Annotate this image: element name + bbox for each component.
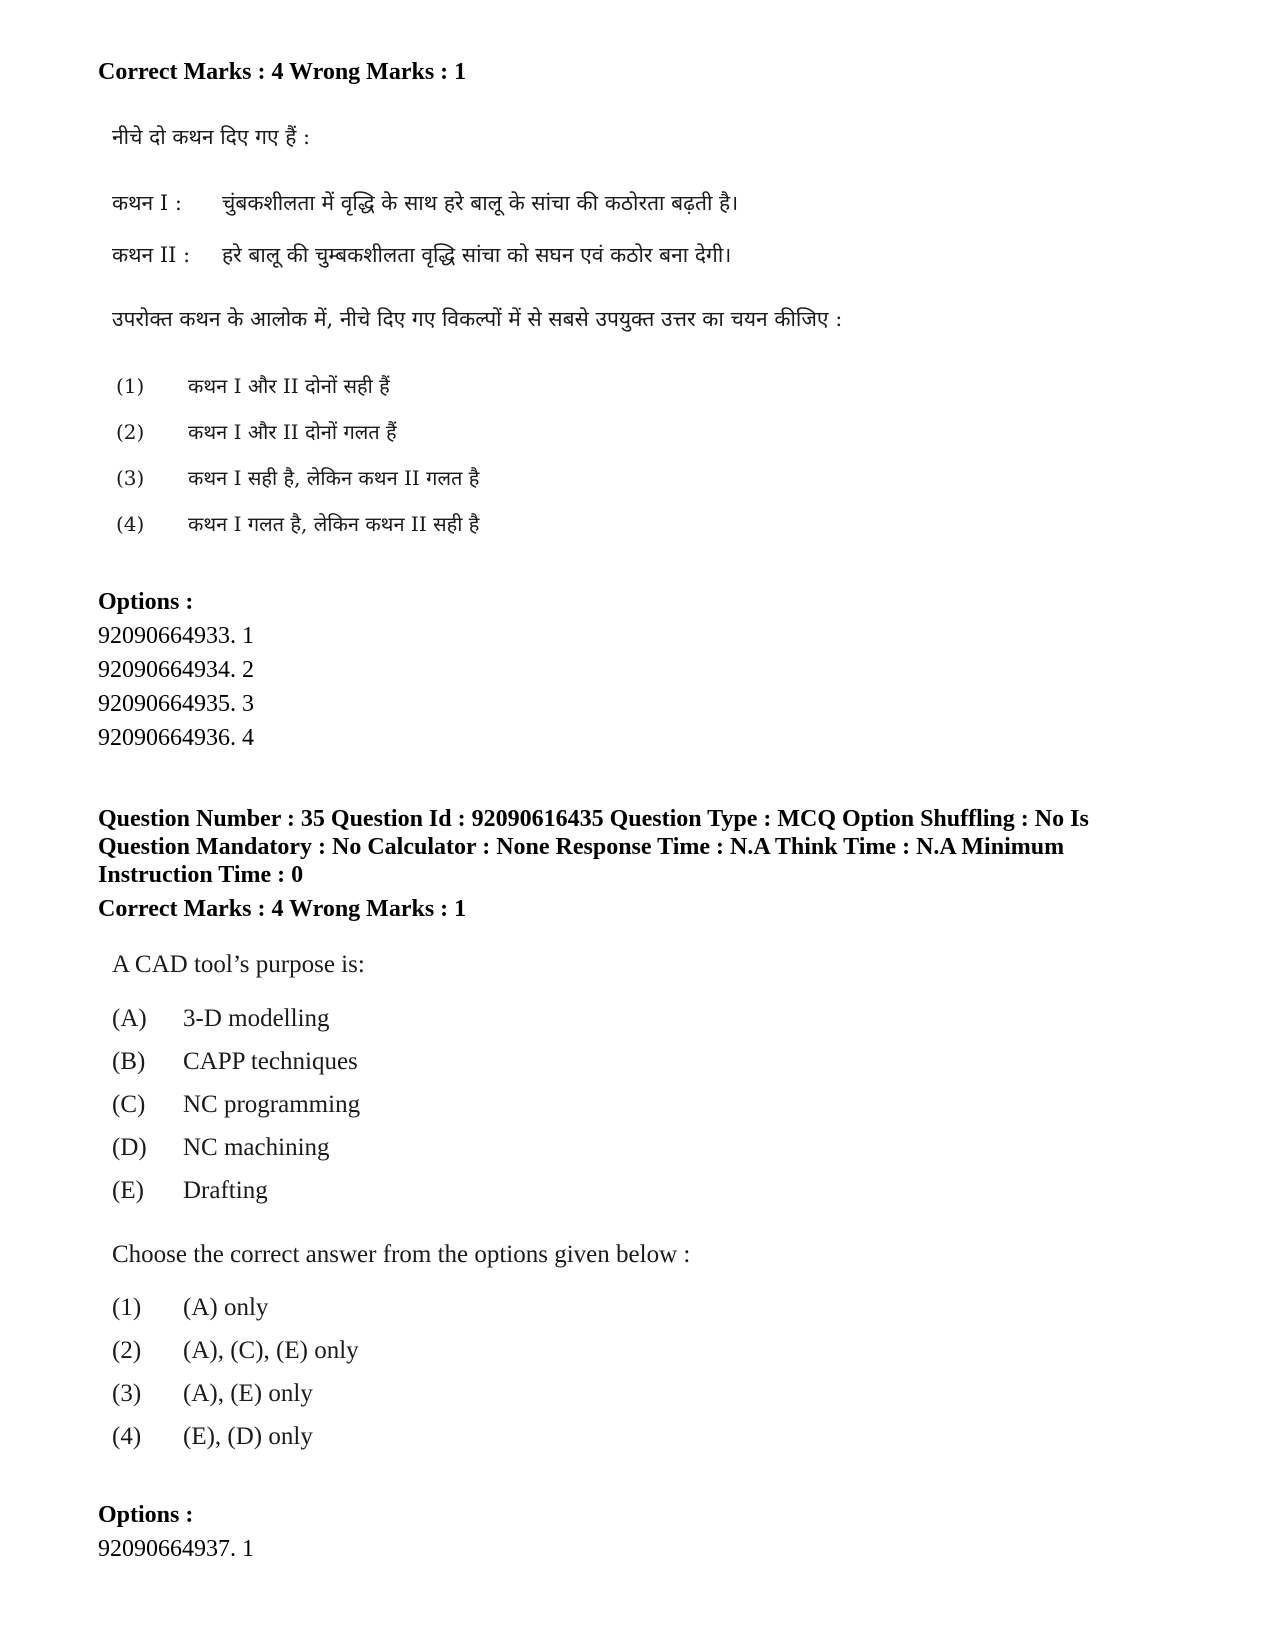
q35-item-a-text: 3-D modelling bbox=[183, 1005, 330, 1032]
q35-choice-1-text: (A) only bbox=[183, 1294, 269, 1321]
q34-intro: नीचे दो कथन दिए गए हैं : bbox=[112, 125, 311, 149]
q35-option-1: 92090664937. 1 bbox=[98, 1536, 254, 1562]
q34-choice-2-num: (2) bbox=[116, 420, 145, 444]
q35-prompt: A CAD tool’s purpose is: bbox=[112, 951, 365, 978]
q35-item-e-label: (E) bbox=[112, 1177, 144, 1204]
q34-options-heading: Options : bbox=[98, 589, 194, 615]
q34-choice-2-text: कथन I और II दोनों गलत हैं bbox=[188, 420, 397, 444]
q34-choice-1-text: कथन I और II दोनों सही हैं bbox=[188, 374, 390, 398]
q34-statement2-label: कथन II : bbox=[112, 243, 191, 267]
q35-item-b-text: CAPP techniques bbox=[183, 1048, 358, 1075]
q34-choice-4-num: (4) bbox=[116, 512, 145, 536]
q35-item-d-text: NC machining bbox=[183, 1134, 330, 1161]
q35-choice-2-text: (A), (C), (E) only bbox=[183, 1337, 359, 1364]
q34-instruction: उपरोक्त कथन के आलोक में, नीचे दिए गए विकल्पों में से सबसे उपयुक्त उत्तर का चयन कीजिए : bbox=[112, 307, 843, 331]
q35-choice-3-num: (3) bbox=[112, 1380, 142, 1407]
q34-statement1-label: कथन I : bbox=[112, 191, 182, 215]
q34-choice-3-text: कथन I सही है, लेकिन कथन II गलत है bbox=[188, 466, 480, 490]
q35-choice-4-text: (E), (D) only bbox=[183, 1423, 313, 1450]
q34-choice-1-num: (1) bbox=[116, 374, 145, 398]
q35-instruction: Choose the correct answer from the options given below : bbox=[112, 1241, 691, 1268]
q34-marks: Correct Marks : 4 Wrong Marks : 1 bbox=[98, 59, 467, 85]
q35-header-line1: Question Number : 35 Question Id : 92090616435 Question Type : MCQ Option Shuffling : No Is bbox=[98, 806, 1089, 832]
q34-choice-3-num: (3) bbox=[116, 466, 145, 490]
q35-item-c-text: NC programming bbox=[183, 1091, 361, 1118]
q35-marks: Correct Marks : 4 Wrong Marks : 1 bbox=[98, 896, 467, 922]
q34-statement1-text: चुंबकशीलता में वृद्धि के साथ हरे बालू के सांचा की कठोरता बढ़ती है। bbox=[222, 191, 739, 215]
q35-choice-3-text: (A), (E) only bbox=[183, 1380, 313, 1407]
q35-item-b-label: (B) bbox=[112, 1048, 146, 1075]
q35-choice-1-num: (1) bbox=[112, 1294, 142, 1321]
q35-choice-2-num: (2) bbox=[112, 1337, 142, 1364]
q34-option-2: 92090664934. 2 bbox=[98, 657, 254, 683]
q35-item-c-label: (C) bbox=[112, 1091, 146, 1118]
q35-choice-4-num: (4) bbox=[112, 1423, 142, 1450]
q35-item-d-label: (D) bbox=[112, 1134, 147, 1161]
q34-choice-4-text: कथन I गलत है, लेकिन कथन II सही है bbox=[188, 512, 480, 536]
q34-option-4: 92090664936. 4 bbox=[98, 725, 254, 751]
q34-option-3: 92090664935. 3 bbox=[98, 691, 254, 717]
q34-statement2-text: हरे बालू की चुम्बकशीलता वृद्धि सांचा को सघन एवं कठोर बना देगी। bbox=[222, 243, 732, 267]
q35-item-a-label: (A) bbox=[112, 1005, 147, 1032]
q35-header-line3: Instruction Time : 0 bbox=[98, 862, 304, 888]
q35-header-line2: Question Mandatory : No Calculator : None Response Time : N.A Think Time : N.A Minimum bbox=[98, 834, 1065, 860]
q34-option-1: 92090664933. 1 bbox=[98, 623, 254, 649]
q35-options-heading: Options : bbox=[98, 1502, 194, 1528]
q35-item-e-text: Drafting bbox=[183, 1177, 268, 1204]
